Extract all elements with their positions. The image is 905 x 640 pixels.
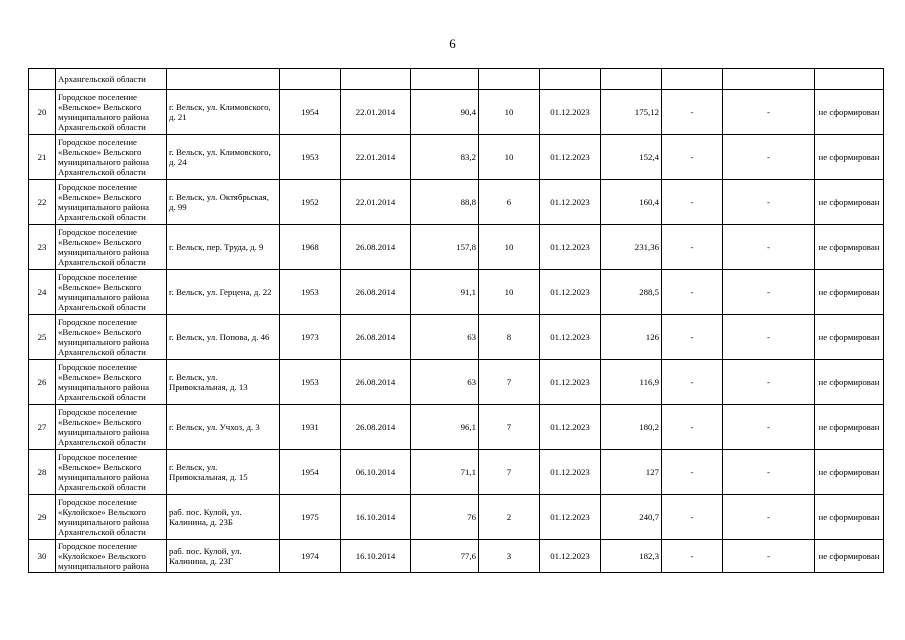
cell-dash2: - [723, 90, 815, 135]
cell-num: 27 [29, 405, 56, 450]
municipality-line: муниципального района [58, 247, 150, 257]
cell-num: 25 [29, 315, 56, 360]
cell-address: г. Вельск, ул. Привокзальная, д. 13 [167, 360, 280, 405]
cell-date: 22.01.2014 [341, 135, 411, 180]
cell-status: не сформирован [815, 90, 884, 135]
table-row [29, 495, 884, 540]
cell-area2: 126 [601, 315, 662, 360]
cell-area: 71,1 [411, 450, 479, 495]
cell-dash1: - [662, 360, 723, 405]
cell-year: 1931 [280, 405, 341, 450]
cell-num: 23 [29, 225, 56, 270]
cell-year: 1974 [280, 540, 341, 573]
cell-year: 1968 [280, 225, 341, 270]
table-row [29, 540, 884, 573]
cell-address: г. Вельск, ул. Герцена, д. 22 [167, 270, 280, 315]
cell-area2: 127 [601, 450, 662, 495]
cell-status: не сформирован [815, 360, 884, 405]
cell-municipality [56, 405, 167, 450]
cell-date2: 01.12.2023 [540, 225, 601, 270]
cell-date2: 01.12.2023 [540, 540, 601, 573]
table-row-continuation [29, 69, 884, 90]
cell-area2: 116,9 [601, 360, 662, 405]
cell-dash2: - [723, 540, 815, 573]
municipality-line: Городское поселение [58, 92, 137, 102]
cell-address: г. Вельск, ул. Климовского, д. 24 [167, 135, 280, 180]
cell-address: раб. пос. Кулой, ул. Калинина, д. 23Б [167, 495, 280, 540]
cell-dash1: - [662, 180, 723, 225]
municipality-line: Архангельской области [58, 257, 146, 267]
cell-address: г. Вельск, ул. Климовского, д. 21 [167, 90, 280, 135]
cell-municipality [56, 450, 167, 495]
cell-area2: 160,4 [601, 180, 662, 225]
cell-dash2: - [723, 495, 815, 540]
municipality-line: муниципального района [58, 157, 150, 167]
municipality-line: муниципального района [58, 202, 150, 212]
cell-num: 22 [29, 180, 56, 225]
cell-date: 26.08.2014 [341, 405, 411, 450]
cell-area2: 231,36 [601, 225, 662, 270]
municipality-line: Городское поселение [58, 137, 137, 147]
municipality-line: муниципального района [58, 337, 150, 347]
municipality-line: «Вельское» Вельского [58, 372, 142, 382]
cell-municipality [56, 540, 167, 573]
cell-address [167, 69, 280, 90]
cell-dash1: - [662, 135, 723, 180]
cell-area2: 152,4 [601, 135, 662, 180]
cell-area2 [601, 69, 662, 90]
cell-count [479, 69, 540, 90]
municipality-line: Архангельской области [58, 212, 146, 222]
cell-dash1: - [662, 495, 723, 540]
table-row [29, 450, 884, 495]
municipality-line: «Вельское» Вельского [58, 417, 142, 427]
cell-date: 16.10.2014 [341, 540, 411, 573]
cell-date: 22.01.2014 [341, 90, 411, 135]
cell-date2: 01.12.2023 [540, 180, 601, 225]
cell-count: 7 [479, 405, 540, 450]
cell-area2: 175,12 [601, 90, 662, 135]
table-row [29, 360, 884, 405]
municipality-line: Архангельской области [58, 437, 146, 447]
municipality-line: «Вельское» Вельского [58, 102, 142, 112]
cell-municipality [56, 315, 167, 360]
municipality-line: муниципального района [58, 427, 150, 437]
cell-area: 90,4 [411, 90, 479, 135]
cell-date: 22.01.2014 [341, 180, 411, 225]
cell-dash1: - [662, 450, 723, 495]
cell-date2: 01.12.2023 [540, 135, 601, 180]
cell-dash2 [723, 69, 815, 90]
cell-year: 1973 [280, 315, 341, 360]
cell-date: 26.08.2014 [341, 360, 411, 405]
table-row [29, 180, 884, 225]
cell-municipality [56, 180, 167, 225]
cell-date2: 01.12.2023 [540, 450, 601, 495]
cell-num: 29 [29, 495, 56, 540]
table-row [29, 225, 884, 270]
cell-municipality: Архангельской области [56, 69, 167, 90]
municipality-line: Архангельской области [58, 527, 146, 537]
municipality-line: Архангельской области [58, 347, 146, 357]
cell-municipality [56, 225, 167, 270]
cell-dash1: - [662, 90, 723, 135]
cell-date: 26.08.2014 [341, 225, 411, 270]
cell-num: 30 [29, 540, 56, 573]
cell-area: 91,1 [411, 270, 479, 315]
table-row [29, 135, 884, 180]
cell-area: 83,2 [411, 135, 479, 180]
cell-status: не сформирован [815, 450, 884, 495]
municipality-line: «Кулойское» Вельского [58, 551, 146, 561]
municipality-line: «Вельское» Вельского [58, 237, 142, 247]
cell-area: 157,8 [411, 225, 479, 270]
cell-status: не сформирован [815, 315, 884, 360]
cell-year: 1953 [280, 360, 341, 405]
cell-date: 26.08.2014 [341, 270, 411, 315]
cell-area2: 182,3 [601, 540, 662, 573]
cell-status: не сформирован [815, 405, 884, 450]
cell-date2: 01.12.2023 [540, 495, 601, 540]
cell-num: 26 [29, 360, 56, 405]
municipality-line: Городское поселение [58, 407, 137, 417]
cell-date: 06.10.2014 [341, 450, 411, 495]
municipality-line: Архангельской области [58, 302, 146, 312]
municipality-line: муниципального района [58, 292, 150, 302]
cell-status: не сформирован [815, 495, 884, 540]
cell-dash1: - [662, 315, 723, 360]
housing-registry-table [28, 68, 884, 573]
table-row [29, 405, 884, 450]
municipality-line: Городское поселение [58, 317, 137, 327]
cell-year: 1952 [280, 180, 341, 225]
cell-dash2: - [723, 450, 815, 495]
cell-count: 10 [479, 270, 540, 315]
cell-date2 [540, 69, 601, 90]
municipality-line: Городское поселение [58, 497, 137, 507]
municipality-line: «Вельское» Вельского [58, 282, 142, 292]
cell-area: 76 [411, 495, 479, 540]
cell-municipality [56, 90, 167, 135]
cell-address: г. Вельск, ул. Октябрьская, д. 99 [167, 180, 280, 225]
cell-municipality [56, 135, 167, 180]
municipality-line: муниципального района [58, 382, 150, 392]
municipality-line: «Кулойское» Вельского [58, 507, 146, 517]
cell-year: 1954 [280, 90, 341, 135]
cell-count: 10 [479, 225, 540, 270]
cell-year: 1975 [280, 495, 341, 540]
cell-area [411, 69, 479, 90]
cell-status: не сформирован [815, 180, 884, 225]
cell-dash2: - [723, 135, 815, 180]
municipality-line: муниципального района [58, 112, 150, 122]
cell-num: 20 [29, 90, 56, 135]
cell-dash1 [662, 69, 723, 90]
cell-date2: 01.12.2023 [540, 405, 601, 450]
cell-count: 7 [479, 450, 540, 495]
municipality-line: Городское поселение [58, 272, 137, 282]
cell-municipality [56, 360, 167, 405]
cell-count: 8 [479, 315, 540, 360]
cell-status [815, 69, 884, 90]
table-row [29, 90, 884, 135]
municipality-line: Городское поселение [58, 362, 137, 372]
cell-num: 24 [29, 270, 56, 315]
cell-area2: 288,5 [601, 270, 662, 315]
cell-dash2: - [723, 180, 815, 225]
cell-count: 10 [479, 90, 540, 135]
cell-status: не сформирован [815, 540, 884, 573]
cell-municipality [56, 495, 167, 540]
cell-year: 1954 [280, 450, 341, 495]
cell-date2: 01.12.2023 [540, 270, 601, 315]
municipality-line: «Вельское» Вельского [58, 147, 142, 157]
cell-date: 16.10.2014 [341, 495, 411, 540]
municipality-line: Городское поселение [58, 182, 137, 192]
cell-municipality [56, 270, 167, 315]
municipality-line: Городское поселение [58, 541, 137, 551]
municipality-line: муниципального района [58, 517, 150, 527]
municipality-line: Архангельской области [58, 167, 146, 177]
cell-count: 6 [479, 180, 540, 225]
cell-area2: 240,7 [601, 495, 662, 540]
cell-year [280, 69, 341, 90]
cell-year: 1953 [280, 135, 341, 180]
municipality-line: муниципального района [58, 472, 150, 482]
cell-status: не сформирован [815, 225, 884, 270]
municipality-line: «Вельское» Вельского [58, 462, 142, 472]
cell-count: 7 [479, 360, 540, 405]
municipality-line: Архангельской области [58, 392, 146, 402]
municipality-line: Архангельской области [58, 122, 146, 132]
cell-dash1: - [662, 405, 723, 450]
cell-dash2: - [723, 225, 815, 270]
cell-date2: 01.12.2023 [540, 360, 601, 405]
cell-num [29, 69, 56, 90]
cell-date: 26.08.2014 [341, 315, 411, 360]
cell-dash2: - [723, 270, 815, 315]
cell-area: 77,6 [411, 540, 479, 573]
municipality-line: Городское поселение [58, 227, 137, 237]
cell-area: 63 [411, 360, 479, 405]
cell-area: 96,1 [411, 405, 479, 450]
cell-count: 3 [479, 540, 540, 573]
cell-address: раб. пос. Кулой, ул. Калинина, д. 23Г [167, 540, 280, 573]
cell-status: не сформирован [815, 270, 884, 315]
cell-dash1: - [662, 225, 723, 270]
municipality-line: «Вельское» Вельского [58, 192, 142, 202]
cell-dash2: - [723, 360, 815, 405]
cell-date2: 01.12.2023 [540, 90, 601, 135]
cell-year: 1953 [280, 270, 341, 315]
municipality-line: Архангельской области [58, 482, 146, 492]
municipality-line: Городское поселение [58, 452, 137, 462]
cell-area: 88,8 [411, 180, 479, 225]
table-body [29, 69, 884, 573]
cell-date [341, 69, 411, 90]
cell-num: 21 [29, 135, 56, 180]
cell-address: г. Вельск, пер. Труда, д. 9 [167, 225, 280, 270]
cell-address: г. Вельск, ул. Попова, д. 46 [167, 315, 280, 360]
cell-status: не сформирован [815, 135, 884, 180]
table-row [29, 270, 884, 315]
cell-count: 2 [479, 495, 540, 540]
cell-area: 63 [411, 315, 479, 360]
cell-num: 28 [29, 450, 56, 495]
cell-address: г. Вельск, ул. Учхоз, д. 3 [167, 405, 280, 450]
cell-area2: 180,2 [601, 405, 662, 450]
cell-count: 10 [479, 135, 540, 180]
cell-dash1: - [662, 270, 723, 315]
municipality-line: «Вельское» Вельского [58, 327, 142, 337]
table-row [29, 315, 884, 360]
cell-dash2: - [723, 405, 815, 450]
cell-dash1: - [662, 540, 723, 573]
cell-dash2: - [723, 315, 815, 360]
cell-date2: 01.12.2023 [540, 315, 601, 360]
municipality-line: муниципального района [58, 561, 150, 571]
cell-address: г. Вельск, ул. Привокзальная, д. 15 [167, 450, 280, 495]
page-number: 6 [449, 36, 456, 51]
